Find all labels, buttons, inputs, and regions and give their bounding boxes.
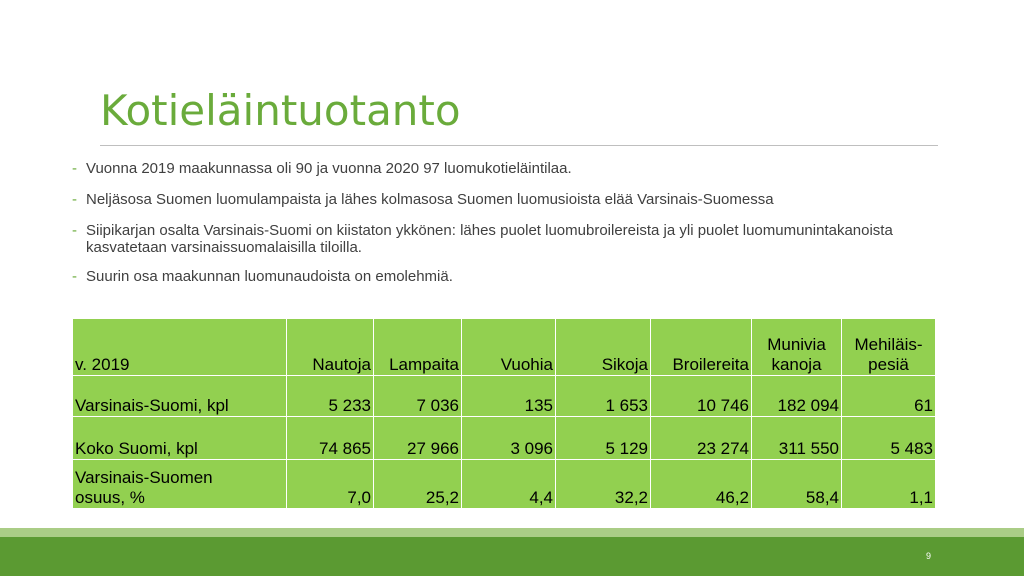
bullet-item xyxy=(72,222,906,256)
header-munivia-line1: Munivia xyxy=(767,335,826,354)
header-year: v. 2019 xyxy=(73,319,287,376)
bullet-marker: - xyxy=(72,160,77,177)
header-mehilaispesia xyxy=(842,319,936,376)
table-row xyxy=(73,376,936,417)
cell: 61 xyxy=(842,376,936,417)
row-label xyxy=(73,460,287,509)
table-header-row xyxy=(73,319,936,376)
cell: 1,1 xyxy=(842,460,936,509)
cell: 23 274 xyxy=(651,417,752,460)
bullet-text: Suurin osa maakunnan luomunaudoista on emolehmiä. xyxy=(86,268,453,285)
cell: 4,4 xyxy=(462,460,556,509)
header-munivia-kanoja xyxy=(752,319,842,376)
row-label: Varsinais-Suomi, kpl xyxy=(73,376,287,417)
cell: 74 865 xyxy=(287,417,374,460)
bullet-text: Siipikarjan osalta Varsinais-Suomi on kiistaton ykkönen: lähes puolet luomubroilereista ja yli puolet luomumunintakanoista kasvatetaan varsinaissuomalaisilla tiloilla. xyxy=(86,222,893,256)
cell: 7,0 xyxy=(287,460,374,509)
cell: 3 096 xyxy=(462,417,556,460)
footer-accent-bar xyxy=(0,528,1024,537)
cell: 5 233 xyxy=(287,376,374,417)
bullet-text: Vuonna 2019 maakunnassa oli 90 ja vuonna 2020 97 luomukotieläintilaa. xyxy=(86,160,572,177)
cell: 25,2 xyxy=(374,460,462,509)
header-munivia-line2: kanoja xyxy=(771,355,822,374)
row-label-line1: Varsinais-Suomen xyxy=(75,468,213,487)
header-mehilais-line1: Mehiläis- xyxy=(854,335,923,354)
row-label-line2: osuus, % xyxy=(75,488,145,507)
bullet-item xyxy=(72,191,952,208)
row-label: Koko Suomi, kpl xyxy=(73,417,287,460)
cell: 182 094 xyxy=(752,376,842,417)
cell: 58,4 xyxy=(752,460,842,509)
cell: 7 036 xyxy=(374,376,462,417)
footer-bar xyxy=(0,537,1024,576)
header-vuohia: Vuohia xyxy=(462,319,556,376)
livestock-table xyxy=(72,318,936,509)
title-divider xyxy=(100,145,938,146)
page-number: 9 xyxy=(926,551,932,561)
header-mehilais-line2: pesiä xyxy=(868,355,909,374)
header-lampaita: Lampaita xyxy=(374,319,462,376)
header-sikoja: Sikoja xyxy=(556,319,651,376)
bullet-item xyxy=(72,160,952,177)
table-row xyxy=(73,460,936,509)
slide-title: Kotieläintuotanto xyxy=(100,86,461,135)
header-nautoja: Nautoja xyxy=(287,319,374,376)
cell: 5 129 xyxy=(556,417,651,460)
bullet-marker: - xyxy=(72,191,77,208)
cell: 5 483 xyxy=(842,417,936,460)
cell: 311 550 xyxy=(752,417,842,460)
header-broilereita: Broilereita xyxy=(651,319,752,376)
cell: 135 xyxy=(462,376,556,417)
cell: 46,2 xyxy=(651,460,752,509)
cell: 1 653 xyxy=(556,376,651,417)
bullet-marker: - xyxy=(72,268,77,285)
cell: 10 746 xyxy=(651,376,752,417)
bullet-item xyxy=(72,268,952,285)
cell: 32,2 xyxy=(556,460,651,509)
bullet-text: Neljäsosa Suomen luomulampaista ja lähes kolmasosa Suomen luomusioista elää Varsinais-Suomessa xyxy=(86,191,774,208)
cell: 27 966 xyxy=(374,417,462,460)
bullet-marker: - xyxy=(72,222,77,239)
bullet-list xyxy=(72,160,952,299)
table-row xyxy=(73,417,936,460)
